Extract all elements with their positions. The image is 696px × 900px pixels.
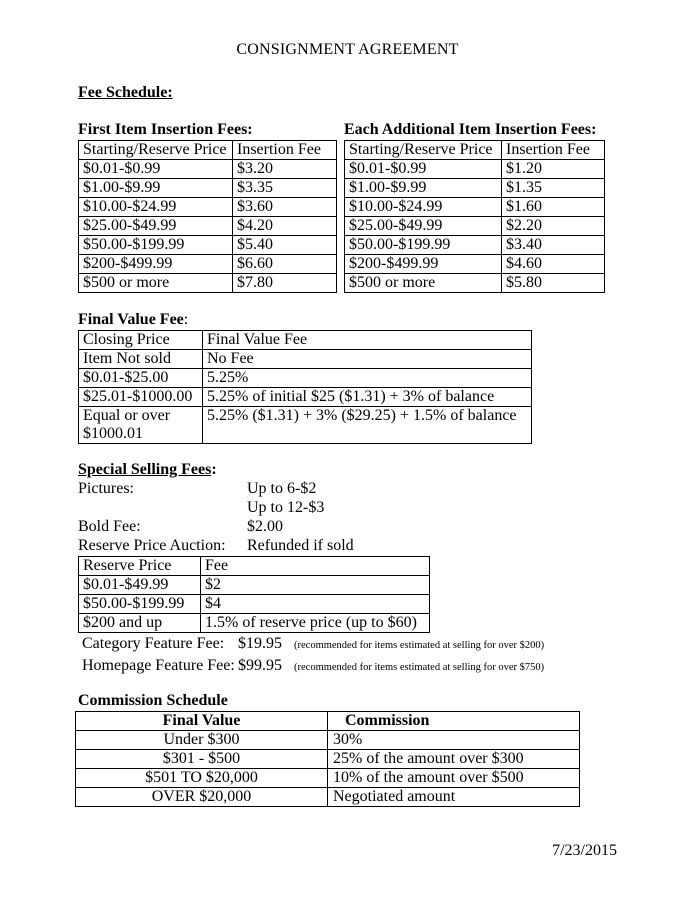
first-item-fees-column xyxy=(78,121,337,293)
insertion-fees-section xyxy=(78,121,617,293)
document-title: CONSIGNMENT AGREEMENT xyxy=(236,41,459,58)
table-cell: Equal or over $1000.01 xyxy=(79,407,203,444)
commission-schedule-heading: Commission Schedule xyxy=(78,692,228,709)
column-header: Commission xyxy=(328,712,580,731)
additional-item-fees-table xyxy=(344,140,605,293)
reserve-price-auction-line xyxy=(78,536,617,555)
table-row xyxy=(79,179,337,198)
fee-value: Refunded if sold xyxy=(247,537,354,554)
table-cell: $0.01-$0.99 xyxy=(79,160,233,179)
table-cell: $200-$499.99 xyxy=(345,255,502,274)
table-header-row xyxy=(76,712,580,731)
column-header: Insertion Fee xyxy=(502,141,605,160)
fee-schedule-heading: Fee Schedule: xyxy=(78,84,173,101)
table-row xyxy=(345,274,605,293)
table-row xyxy=(345,198,605,217)
table-cell: $1.60 xyxy=(502,198,605,217)
table-row xyxy=(79,217,337,236)
fee-label: Reserve Price Auction: xyxy=(78,537,226,554)
table-cell: $1.20 xyxy=(502,160,605,179)
fee-value: $19.95 xyxy=(238,635,282,652)
table-row xyxy=(79,407,532,444)
reserve-price-fee-table xyxy=(78,556,430,633)
fee-value: $99.95 xyxy=(238,657,282,674)
table-cell: $301 - $500 xyxy=(76,750,328,769)
table-header-row xyxy=(345,141,605,160)
table-cell: $50.00-$199.99 xyxy=(79,595,201,614)
column-header: Final Value xyxy=(76,712,328,731)
table-cell: $3.35 xyxy=(233,179,337,198)
fee-note: (recommended for items estimated at selling for over $200) xyxy=(294,640,545,651)
fee-label: Pictures: xyxy=(78,480,134,497)
table-cell: $0.01-$49.99 xyxy=(79,576,201,595)
document-date: 7/23/2015 xyxy=(552,842,617,859)
table-row xyxy=(79,595,430,614)
table-row xyxy=(76,769,580,788)
first-item-fees-heading: First Item Insertion Fees: xyxy=(78,121,253,138)
column-header: Fee xyxy=(201,557,430,576)
table-header-row xyxy=(79,331,532,350)
table-cell: $3.60 xyxy=(233,198,337,217)
special-selling-fees-heading-colon: : xyxy=(211,461,217,478)
table-cell: $3.40 xyxy=(502,236,605,255)
table-cell: $4.20 xyxy=(233,217,337,236)
table-cell: $10.00-$24.99 xyxy=(79,198,233,217)
table-row xyxy=(79,350,532,369)
final-value-fee-heading-colon: : xyxy=(183,311,189,328)
table-cell: $501 TO $20,000 xyxy=(76,769,328,788)
pictures-fee-line xyxy=(78,479,617,498)
table-row xyxy=(79,614,430,633)
table-row xyxy=(345,160,605,179)
column-header: Starting/Reserve Price xyxy=(79,141,233,160)
table-row xyxy=(76,731,580,750)
table-cell: 5.25% ($1.31) + 3% ($29.25) + 1.5% of balance xyxy=(203,407,532,444)
fee-label: Bold Fee: xyxy=(78,518,141,535)
table-row xyxy=(345,217,605,236)
table-cell: 25% of the amount over $300 xyxy=(328,750,580,769)
table-row xyxy=(79,160,337,179)
table-cell: $5.40 xyxy=(233,236,337,255)
special-selling-fees-heading xyxy=(78,460,617,479)
table-row xyxy=(79,198,337,217)
homepage-feature-fee-line xyxy=(78,656,617,677)
column-header: Insertion Fee xyxy=(233,141,337,160)
table-cell: $3.20 xyxy=(233,160,337,179)
column-header: Starting/Reserve Price xyxy=(345,141,502,160)
table-cell: No Fee xyxy=(203,350,532,369)
table-cell: 5.25% of initial $25 ($1.31) + 3% of balance xyxy=(203,388,532,407)
table-cell: $1.35 xyxy=(502,179,605,198)
column-header: Closing Price xyxy=(79,331,203,350)
table-cell: $25.00-$49.99 xyxy=(79,217,233,236)
table-cell: 10% of the amount over $500 xyxy=(328,769,580,788)
table-row xyxy=(79,388,532,407)
table-cell: $200-$499.99 xyxy=(79,255,233,274)
table-row xyxy=(79,369,532,388)
additional-item-fees-column xyxy=(344,121,605,293)
fee-note: (recommended for items estimated at selling for over $750) xyxy=(294,662,545,673)
table-cell: $2.20 xyxy=(502,217,605,236)
table-cell: $1.00-$9.99 xyxy=(79,179,233,198)
pictures-fee-line-2 xyxy=(78,498,617,517)
fee-value: $2.00 xyxy=(247,518,283,535)
table-cell: 1.5% of reserve price (up to $60) xyxy=(201,614,430,633)
category-feature-fee-line xyxy=(78,634,617,655)
table-cell: $200 and up xyxy=(79,614,201,633)
table-cell: Negotiated amount xyxy=(328,788,580,807)
table-row xyxy=(76,750,580,769)
table-cell: $4.60 xyxy=(502,255,605,274)
table-cell: $7.80 xyxy=(233,274,337,293)
table-row xyxy=(345,179,605,198)
table-row xyxy=(76,788,580,807)
table-row xyxy=(79,576,430,595)
table-cell: $0.01-$25.00 xyxy=(79,369,203,388)
table-cell: 30% xyxy=(328,731,580,750)
final-value-fee-heading-text: Final Value Fee xyxy=(78,311,184,328)
table-header-row xyxy=(79,141,337,160)
column-header: Reserve Price xyxy=(79,557,201,576)
table-cell: OVER $20,000 xyxy=(76,788,328,807)
commission-schedule-table xyxy=(75,711,580,807)
table-row xyxy=(79,274,337,293)
table-row xyxy=(79,255,337,274)
table-cell: Under $300 xyxy=(76,731,328,750)
table-cell: $0.01-$0.99 xyxy=(345,160,502,179)
bold-fee-line xyxy=(78,517,617,536)
table-cell: $500 or more xyxy=(345,274,502,293)
table-cell: $25.00-$49.99 xyxy=(345,217,502,236)
table-cell: $10.00-$24.99 xyxy=(345,198,502,217)
table-cell: Item Not sold xyxy=(79,350,203,369)
table-cell: $5.80 xyxy=(502,274,605,293)
table-cell: $500 or more xyxy=(79,274,233,293)
fee-label: Homepage Feature Fee: xyxy=(82,657,235,674)
table-cell: 5.25% xyxy=(203,369,532,388)
first-item-fees-table xyxy=(78,140,337,293)
table-row xyxy=(345,255,605,274)
fee-value: Up to 6-$2 xyxy=(247,480,317,497)
table-cell: $50.00-$199.99 xyxy=(345,236,502,255)
final-value-fee-heading xyxy=(78,310,617,329)
table-cell: $1.00-$9.99 xyxy=(345,179,502,198)
fee-value: Up to 12-$3 xyxy=(247,499,325,516)
table-cell: $4 xyxy=(201,595,430,614)
table-cell: $25.01-$1000.00 xyxy=(79,388,203,407)
column-header: Final Value Fee xyxy=(203,331,532,350)
table-cell: $2 xyxy=(201,576,430,595)
fee-label: Category Feature Fee: xyxy=(82,635,225,652)
additional-item-fees-heading: Each Additional Item Insertion Fees: xyxy=(344,121,597,138)
table-cell: $6.60 xyxy=(233,255,337,274)
table-row xyxy=(345,236,605,255)
special-selling-fees-heading-text: Special Selling Fees xyxy=(78,461,212,478)
table-row xyxy=(79,236,337,255)
final-value-fee-table xyxy=(78,330,532,444)
table-cell: $50.00-$199.99 xyxy=(79,236,233,255)
table-header-row xyxy=(79,557,430,576)
